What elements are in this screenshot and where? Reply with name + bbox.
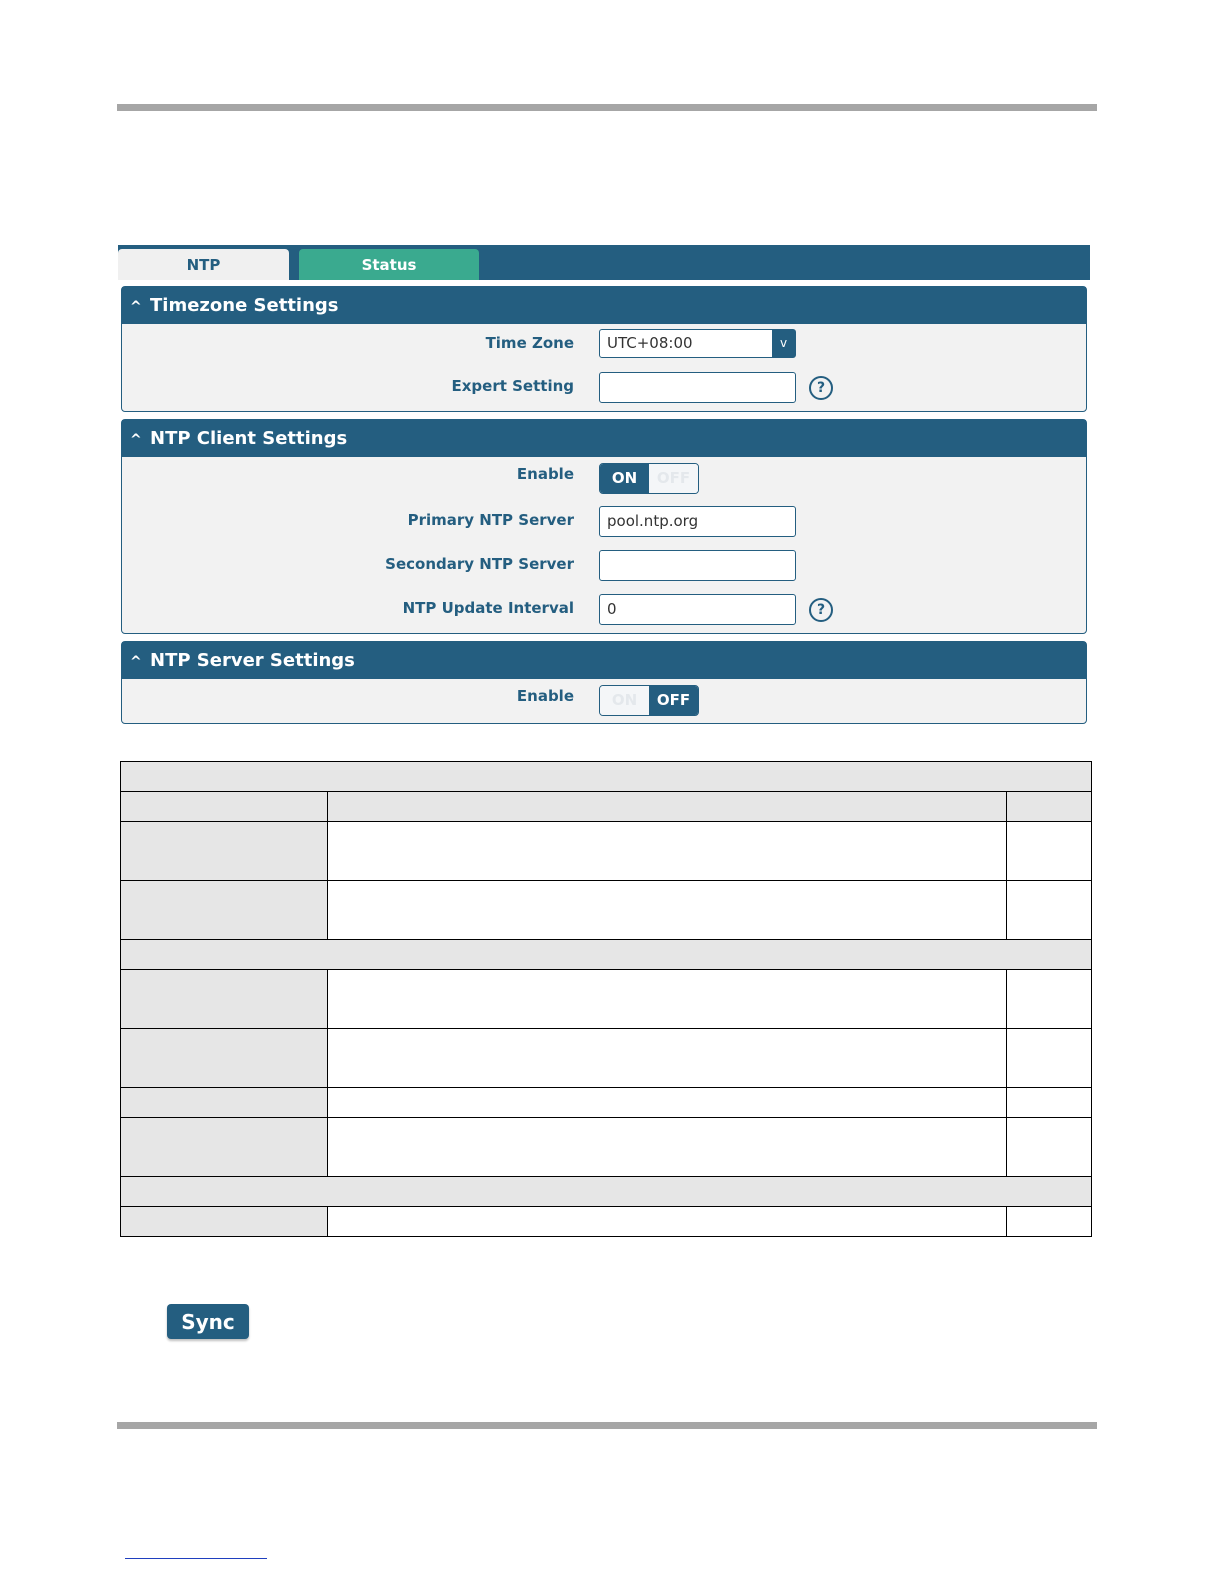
table-cell xyxy=(121,1029,328,1088)
server-enable-label: Enable xyxy=(516,687,574,705)
table-section-row xyxy=(121,1177,1092,1207)
expert-setting-label: Expert Setting xyxy=(451,377,574,395)
table-cell xyxy=(1007,1118,1092,1177)
toggle-on[interactable]: ON xyxy=(600,464,649,493)
table-row xyxy=(121,881,1092,940)
secondary-ntp-server-label: Secondary NTP Server xyxy=(385,555,574,573)
table-cell xyxy=(1007,970,1092,1029)
footer-link-underline xyxy=(125,1558,267,1559)
secondary-ntp-server-row xyxy=(122,550,1086,582)
ntp-server-settings-panel xyxy=(121,641,1087,724)
table-cell xyxy=(121,1118,328,1177)
timezone-settings-header[interactable] xyxy=(122,287,1086,324)
chevron-up-icon: ^ xyxy=(130,432,142,448)
ntp-server-settings-title: NTP Server Settings xyxy=(150,650,355,671)
time-zone-value: UTC+08:00 xyxy=(607,334,693,352)
table-row xyxy=(121,1088,1092,1118)
table-cell xyxy=(1007,881,1092,940)
tab-bar xyxy=(118,245,1090,280)
table-cell xyxy=(121,792,328,822)
help-icon[interactable]: ? xyxy=(809,598,833,622)
table-cell xyxy=(328,1088,1007,1118)
table-row xyxy=(121,970,1092,1029)
secondary-ntp-server-input[interactable] xyxy=(599,550,796,581)
table-cell xyxy=(121,822,328,881)
table-cell xyxy=(328,792,1007,822)
table-header-row xyxy=(121,792,1092,822)
ntp-server-settings-header[interactable] xyxy=(122,642,1086,679)
client-enable-label: Enable xyxy=(516,465,574,483)
table-cell xyxy=(1007,1088,1092,1118)
tab-status[interactable]: Status xyxy=(299,249,479,280)
table-cell xyxy=(328,1029,1007,1088)
table-cell xyxy=(328,1207,1007,1237)
expert-setting-row xyxy=(122,372,1086,404)
table-cell xyxy=(1007,1207,1092,1237)
table-cell xyxy=(121,1207,328,1237)
client-enable-toggle[interactable] xyxy=(599,463,699,494)
ntp-update-interval-row xyxy=(122,594,1086,626)
table-cell xyxy=(121,881,328,940)
table-cell xyxy=(328,881,1007,940)
help-icon[interactable]: ? xyxy=(809,376,833,400)
table-cell xyxy=(121,940,1092,970)
table-cell xyxy=(1007,1029,1092,1088)
chevron-down-icon[interactable]: v xyxy=(772,330,795,357)
ntp-client-settings-panel xyxy=(121,419,1087,634)
table-section-row xyxy=(121,762,1092,792)
table-section-row xyxy=(121,940,1092,970)
toggle-off[interactable]: OFF xyxy=(649,464,698,493)
server-enable-toggle[interactable] xyxy=(599,685,699,716)
table-cell xyxy=(1007,822,1092,881)
toggle-on[interactable]: ON xyxy=(600,686,649,715)
sync-button[interactable]: Sync xyxy=(167,1304,249,1339)
table-cell xyxy=(328,822,1007,881)
expert-setting-input[interactable] xyxy=(599,372,796,403)
ntp-client-settings-header[interactable] xyxy=(122,420,1086,457)
table-cell xyxy=(121,1177,1092,1207)
ntp-settings-screen xyxy=(118,245,1090,727)
tab-ntp[interactable]: NTP xyxy=(118,249,289,280)
chevron-up-icon: ^ xyxy=(130,299,142,315)
parameter-table xyxy=(120,761,1092,1237)
table-cell xyxy=(121,1088,328,1118)
ntp-update-interval-input[interactable]: 0 xyxy=(599,594,796,625)
server-enable-row xyxy=(122,685,1086,717)
table-row xyxy=(121,1029,1092,1088)
table-cell xyxy=(328,1118,1007,1177)
time-zone-row xyxy=(122,329,1086,361)
primary-ntp-server-input[interactable]: pool.ntp.org xyxy=(599,506,796,537)
table-cell xyxy=(1007,792,1092,822)
footer-rule xyxy=(117,1422,1097,1429)
chevron-up-icon: ^ xyxy=(130,654,142,670)
primary-ntp-server-row xyxy=(122,506,1086,538)
timezone-settings-title: Timezone Settings xyxy=(150,295,339,316)
table-cell xyxy=(328,970,1007,1029)
timezone-settings-panel xyxy=(121,286,1087,412)
toggle-off[interactable]: OFF xyxy=(649,686,698,715)
table-row xyxy=(121,1118,1092,1177)
table-cell xyxy=(121,970,328,1029)
ntp-update-interval-label: NTP Update Interval xyxy=(402,599,574,617)
primary-ntp-server-label: Primary NTP Server xyxy=(407,511,574,529)
header-rule xyxy=(117,104,1097,111)
client-enable-row xyxy=(122,463,1086,495)
table-row xyxy=(121,822,1092,881)
table-cell xyxy=(121,762,1092,792)
ntp-client-settings-title: NTP Client Settings xyxy=(150,428,348,449)
table-row xyxy=(121,1207,1092,1237)
time-zone-select[interactable] xyxy=(599,329,796,358)
time-zone-label: Time Zone xyxy=(485,334,574,352)
